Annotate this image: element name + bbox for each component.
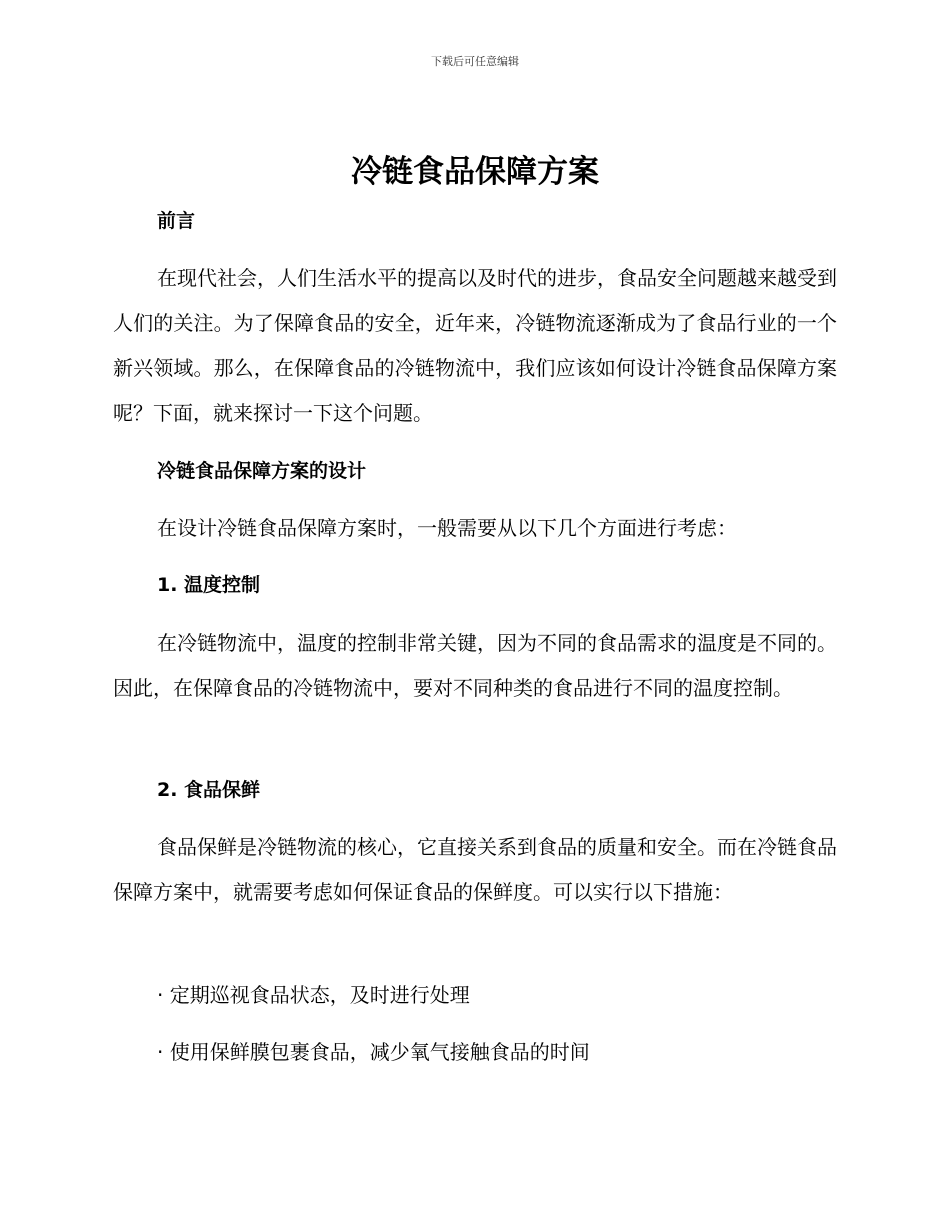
paragraph-preservation: 食品保鲜是冷链物流的核心，它直接关系到食品的质量和安全。而在冷链食品保障方案中，就需要考虑如何保证食品的保鲜度。可以实行以下措施： [113,835,837,904]
section-heading-preface: 前言 [157,210,196,232]
document-title: 冷链食品保障方案 [351,154,599,190]
paragraph-temperature: 在冷链物流中，温度的控制非常关键，因为不同的食品需求的温度是不同的。因此，在保障食品的冷链物流中，要对不同种类的食品进行不同的温度控制。 [113,631,837,700]
section-heading-temperature: 1. 温度控制 [157,574,261,596]
paragraph-preface: 在现代社会，人们生活水平的提高以及时代的进步，食品安全问题越来越受到人们的关注。为了保障食品的安全，近年来，冷链物流逐渐成为了食品行业的一个新兴领域。那么，在保障食品的冷链物流中，我们应该如何设计冷链食品保障方案呢？下面，就来探讨一下这个问题。 [113,266,837,425]
section-heading-design: 冷链食品保障方案的设计 [157,460,367,482]
bullet-item: · 使用保鲜膜包裹食品，减少氧气接触食品的时间 [157,1040,590,1064]
bullet-item: · 定期巡视食品状态，及时进行处理 [157,983,470,1007]
paragraph-design: 在设计冷链食品保障方案时，一般需要从以下几个方面进行考虑： [157,516,737,540]
page-header: 下载后可任意编辑 [431,55,519,68]
section-heading-preservation: 2. 食品保鲜 [157,779,261,801]
